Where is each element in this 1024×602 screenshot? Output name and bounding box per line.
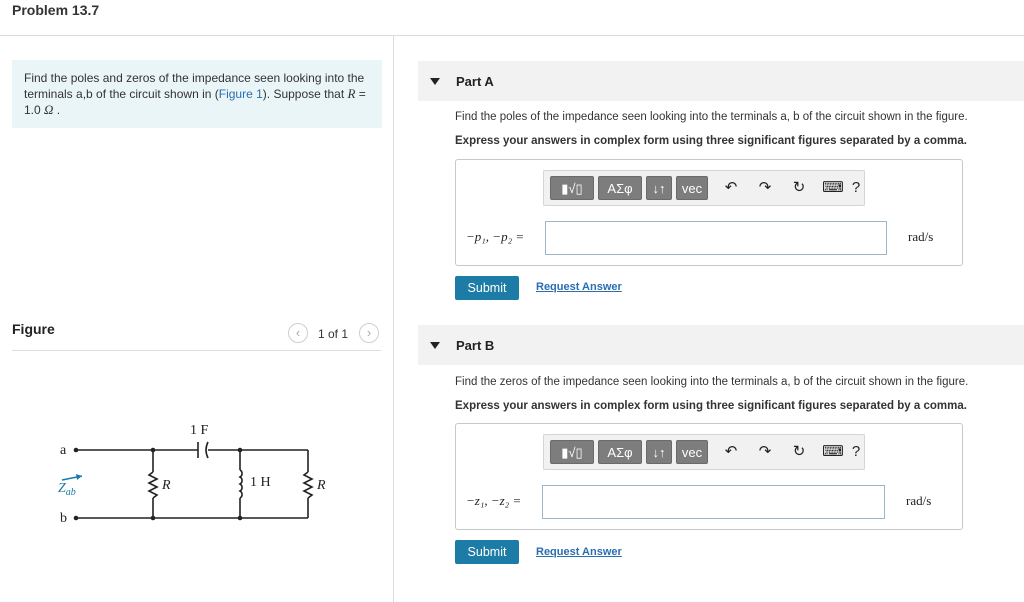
part-b-submit-button[interactable]: Submit [455,540,519,564]
intro-text-after: ). Suppose that [262,87,348,101]
resistance-value: 1.0 [24,103,41,117]
reset-icon[interactable]: ↻ [792,179,806,196]
intro-text: Find the poles and zeros of the impedance seen looking into the terminals a,b of the circuit shown in ( [24,71,365,101]
figure-link[interactable]: Figure 1 [218,87,263,101]
greek-symbols-button[interactable]: ΑΣφ [598,176,642,200]
figure-heading: Figure [12,321,55,337]
part-a-answer-input[interactable] [545,221,887,255]
undo-icon[interactable]: ↶ [724,443,738,460]
resistance-variable: R [347,86,356,101]
resistor-2-label: R [317,478,326,493]
vector-button[interactable]: vec [676,440,708,464]
period: . [53,103,61,117]
reset-icon[interactable]: ↻ [792,443,806,460]
resistor-1-label: R [162,478,171,493]
equals-sign: = [355,87,366,101]
header-divider [0,35,1024,36]
figure-counter: 1 of 1 [318,327,349,341]
part-a-math-toolbar [543,170,865,206]
part-b-request-answer-link[interactable]: Request Answer [536,546,622,558]
redo-icon[interactable]: ↷ [758,179,772,196]
ohm-unit: Ω [44,102,54,117]
circuit-diagram [40,420,360,530]
subscript-superscript-button[interactable]: ↓↑ [646,176,672,200]
problem-title: Problem 13.7 [12,2,100,18]
caret-down-icon[interactable] [430,78,440,85]
templates-button[interactable]: ▮√▯ [550,176,594,200]
chevron-right-icon: › [366,325,372,340]
templates-button[interactable]: ▮√▯ [550,440,594,464]
terminal-a-label: a [60,443,67,458]
redo-icon[interactable]: ↷ [758,443,772,460]
keyboard-icon[interactable]: ⌨ [822,179,844,196]
part-a-unit: rad/s [908,229,934,244]
part-b-instruction: Express your answers in complex form using three significant figures separated by a comma. [455,400,967,412]
part-b-question: Find the zeros of the impedance seen looking into the terminals a, b of the circuit shown in the figure. [455,376,969,388]
part-a-variable-label: −p₁, −p₂ = [466,229,525,244]
caret-down-icon[interactable] [430,342,440,349]
part-a-header[interactable] [418,61,1024,101]
part-b-answer-input[interactable] [542,485,885,519]
figure-divider [12,350,381,351]
capacitor-label: 1 F [190,423,209,438]
prev-figure-button[interactable] [288,323,308,343]
vector-button[interactable]: vec [676,176,708,200]
part-b-unit: rad/s [906,493,932,508]
part-b-answer-box [455,423,963,530]
terminal-b-label: b [60,511,67,526]
part-a-question: Find the poles of the impedance seen looking into the terminals a, b of the circuit shown in the figure. [455,111,968,123]
part-b-variable-label: −z₁, −z₂ = [466,493,522,508]
problem-statement [12,60,382,128]
column-divider [393,36,394,602]
part-a-request-answer-link[interactable]: Request Answer [536,281,622,293]
circuit-nodes [74,448,243,521]
undo-icon[interactable]: ↶ [724,179,738,196]
next-figure-button[interactable] [359,323,379,343]
help-icon[interactable]: ? [851,179,861,196]
part-b-title: Part B [456,338,495,353]
chevron-left-icon: ‹ [295,325,301,340]
part-a-answer-box [455,159,963,266]
subscript-superscript-button[interactable]: ↓↑ [646,440,672,464]
keyboard-icon[interactable]: ⌨ [822,443,844,460]
part-a-instruction: Express your answers in complex form using three significant figures separated by a comma. [455,135,967,147]
part-b-math-toolbar [543,434,865,470]
help-icon[interactable]: ? [851,443,861,460]
greek-symbols-button[interactable]: ΑΣφ [598,440,642,464]
part-a-title: Part A [456,74,494,89]
inductor-label: 1 H [250,475,271,490]
impedance-label: $Z_{ab}$ [58,481,76,498]
part-a-submit-button[interactable]: Submit [455,276,519,300]
part-b-header[interactable] [418,325,1024,365]
